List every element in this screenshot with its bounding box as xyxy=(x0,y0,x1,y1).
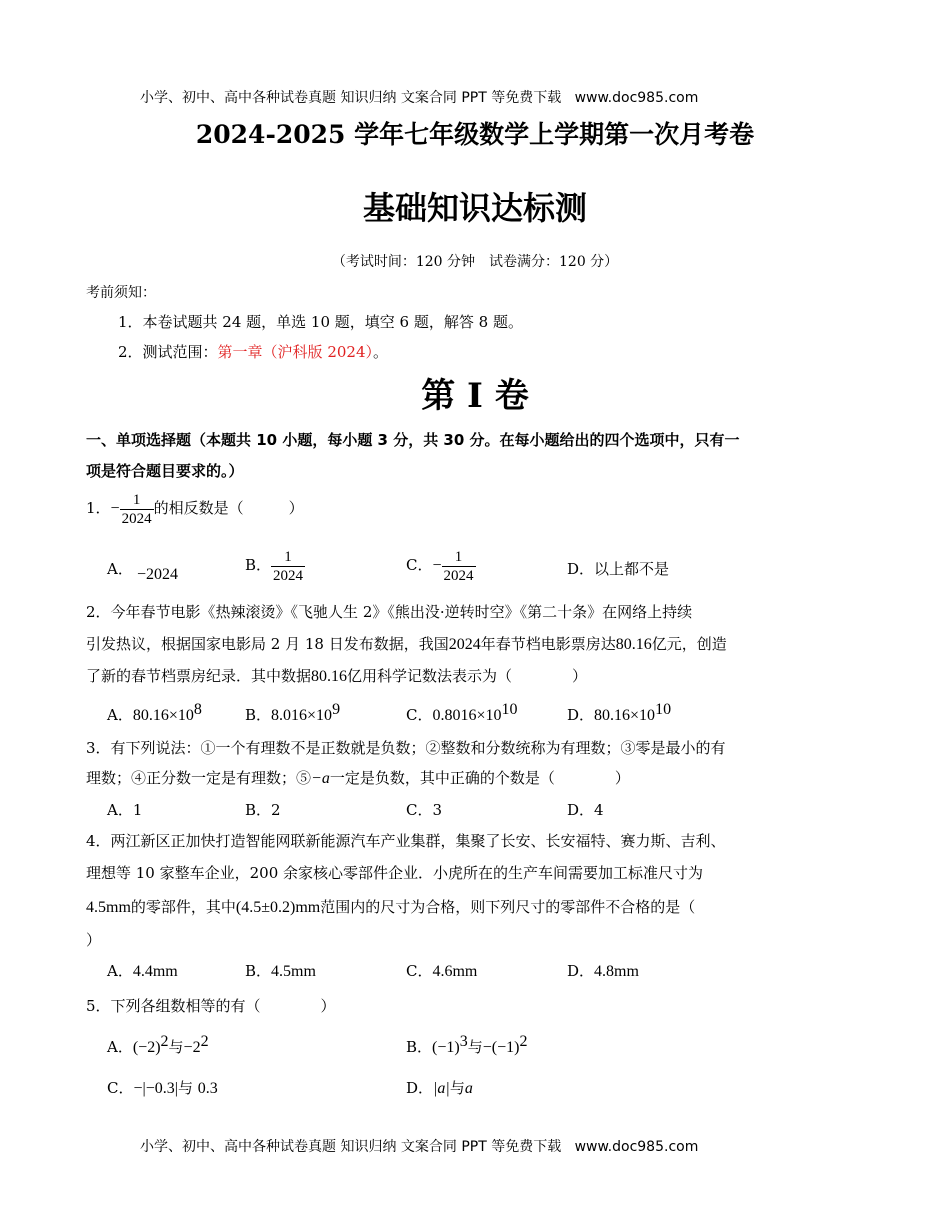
q5-opt-a-m1: (−2) xyxy=(132,1039,161,1056)
q4-option-c[interactable] xyxy=(406,960,477,981)
q5-opt-b-mid: 与 xyxy=(467,1038,483,1056)
q4-line-1: 4．两江新区正加快打造智能网联新能源汽车产业集群，集聚了长安、长安福特、赛力斯、吉利、 xyxy=(86,832,726,850)
q2-box-office: 80.16 xyxy=(615,636,652,653)
q1-opt-b-den: 2024 xyxy=(273,567,304,584)
q2-year: 2024 xyxy=(448,636,481,653)
q2-opt-c-base: 0.8016×10 xyxy=(432,707,502,724)
q5-opt-a-m2: −2 xyxy=(183,1039,201,1056)
question-1 xyxy=(86,488,304,529)
q5-text: 5．下列各组数相等的有（ ） xyxy=(86,997,336,1015)
q2-opt-d-label: D． xyxy=(567,706,595,724)
q5-option-b[interactable] xyxy=(406,1033,527,1057)
q4-opt-d-label: D． xyxy=(567,962,595,980)
q3-line-2 xyxy=(86,767,630,788)
q4-opt-c-value: 4.6mm xyxy=(432,963,478,980)
banner-text: 小学、初中、高中各种试卷真题 知识归纳 文案合同 PPT 等免费下载 xyxy=(140,90,562,106)
notes-item-1: 1．本卷试题共 24 题，单选 10 题，填空 6 题，解答 8 题。 xyxy=(118,313,523,331)
bottom-banner-url[interactable]: www.doc985.com xyxy=(574,1139,699,1155)
q1-number: 1． xyxy=(86,499,111,517)
q2-number: 80.16 xyxy=(311,668,348,685)
q1-opt-b-label: B． xyxy=(245,556,272,574)
q5-opt-b-m2: −(−1) xyxy=(482,1039,520,1056)
q1-opt-c-num: 1 xyxy=(442,548,476,567)
q5-opt-d-label: D． xyxy=(406,1079,434,1097)
q4-option-b[interactable] xyxy=(245,960,316,981)
q3-option-b[interactable]: B．2 xyxy=(245,801,281,819)
q2-line-1: 2．今年春节电影《热辣滚烫》《飞驰人生 2》《熊出没·逆转时空》《第二十条》在网络上持续 xyxy=(86,603,693,621)
q3-option-a[interactable]: A．1 xyxy=(107,801,143,819)
section-1-line-1: 一、单项选择题（本题共 10 小题，每小题 3 分，共 30 分。在每小题给出的四个选项中，只有一 xyxy=(86,431,740,449)
q1-opt-a-label: A． xyxy=(107,560,133,578)
q2-opt-b-exp: 9 xyxy=(332,701,341,718)
q1-fraction xyxy=(120,491,154,528)
q1-frac-num: 1 xyxy=(120,491,154,510)
q4-tolerance: (4.5±0.2)mm xyxy=(235,899,321,916)
q2-opt-a-base: 80.16×10 xyxy=(132,707,194,724)
q1-opt-c-den: 2024 xyxy=(443,567,474,584)
exam-subtitle: 基础知识达标测 xyxy=(362,189,587,227)
q2-line-3b: 亿用科学记数法表示为（ ） xyxy=(347,667,588,685)
q4-line-2: 理想等 10 家整车企业，200 余家核心零部件企业．小虎所在的生产车间需要加工标准尺寸为 xyxy=(86,864,704,882)
q2-option-a[interactable] xyxy=(107,701,202,725)
q5-option-d[interactable] xyxy=(406,1077,473,1098)
q3-line-2a: 理数；④正分数一定是有理数；⑤ xyxy=(86,769,312,787)
q3-line-2b: 一定是负数，其中正确的个数是（ ） xyxy=(329,769,630,787)
q5-opt-a-e1: 2 xyxy=(160,1033,169,1050)
q5-option-a[interactable] xyxy=(107,1033,209,1057)
q1-opt-d-value: 以上都不是 xyxy=(594,560,670,578)
q4-opt-d-value: 4.8mm xyxy=(594,963,639,980)
banner-url[interactable]: www.doc985.com xyxy=(574,90,699,106)
q4-opt-c-label: C． xyxy=(406,962,433,980)
q2-option-c[interactable] xyxy=(406,701,518,725)
q1-option-c[interactable] xyxy=(406,546,476,585)
exam-title: 2024-2025 学年七年级数学上学期第一次月考卷 xyxy=(195,120,755,149)
q2-opt-a-exp: 8 xyxy=(193,701,202,718)
q4-line-3a: 的零部件，其中 xyxy=(130,898,236,916)
q5-opt-b-m1: (−1) xyxy=(432,1039,460,1056)
q5-opt-c-m1: −|−0.3| xyxy=(133,1080,178,1097)
q2-opt-a-label: A． xyxy=(107,706,133,724)
q4-standard-size: 4.5mm xyxy=(86,899,131,916)
q4-opt-a-label: A． xyxy=(107,962,133,980)
exam-info: （考试时间：120 分钟 试卷满分：120 分） xyxy=(331,254,619,270)
q3-line-1: 3．有下列说法：①一个有理数不是正数就是负数；②整数和分数统称为有理数；③零是最小的有 xyxy=(86,739,726,757)
q1-neg: − xyxy=(110,500,120,517)
q2-opt-d-base: 80.16×10 xyxy=(594,707,656,724)
q4-line-3b: 范围内的尺寸为合格，则下列尺寸的零部件不合格的是（ xyxy=(320,898,696,916)
q1-frac-den: 2024 xyxy=(121,510,152,527)
q5-opt-c-m2: 0.3 xyxy=(197,1080,218,1097)
notes-item-2-prefix: 2．测试范围： xyxy=(118,343,218,361)
q2-opt-c-label: C． xyxy=(406,706,433,724)
q1-opt-c-label: C． xyxy=(406,556,433,574)
top-banner xyxy=(140,87,698,107)
q2-option-b[interactable] xyxy=(245,701,340,725)
test-scope: 第一章（沪科版 2024） xyxy=(217,343,373,361)
q5-opt-a-e2: 2 xyxy=(200,1033,209,1050)
notes-heading: 考前须知： xyxy=(86,285,156,301)
q5-option-c[interactable] xyxy=(107,1077,218,1098)
q5-opt-c-label: C． xyxy=(107,1079,134,1097)
q3-neg-a: −a xyxy=(311,770,330,787)
notes-item-2 xyxy=(118,341,388,362)
q3-option-d[interactable]: D．4 xyxy=(567,801,604,819)
volume-title: 第 I 卷 xyxy=(421,376,529,416)
q2-opt-d-exp: 10 xyxy=(655,701,672,718)
q2-option-d[interactable] xyxy=(567,701,671,725)
q3-option-c[interactable]: C．3 xyxy=(406,801,443,819)
q5-opt-a-mid: 与 xyxy=(168,1038,184,1056)
q4-opt-b-value: 4.5mm xyxy=(271,963,316,980)
q4-line-3 xyxy=(86,896,695,917)
bottom-banner-text: 小学、初中、高中各种试卷真题 知识归纳 文案合同 PPT 等免费下载 xyxy=(140,1139,562,1155)
q2-line-2a: 引发热议，根据国家电影局 2 月 18 日发布数据，我国 xyxy=(86,635,449,653)
notes-item-2-suffix: 。 xyxy=(373,343,389,361)
q5-opt-a-label: A． xyxy=(107,1038,133,1056)
q5-opt-d-m1: |a| xyxy=(433,1080,450,1097)
q1-opt-c-fraction xyxy=(442,548,476,585)
q2-opt-b-label: B． xyxy=(245,706,272,724)
q4-opt-b-label: B． xyxy=(245,962,272,980)
q1-option-a[interactable] xyxy=(107,558,133,579)
q2-opt-b-base: 8.016×10 xyxy=(271,707,333,724)
q1-option-b[interactable] xyxy=(245,546,305,585)
q2-line-2c: 亿元，创造 xyxy=(651,635,727,653)
bottom-banner xyxy=(140,1136,698,1156)
q4-option-d[interactable] xyxy=(567,960,639,981)
q5-opt-d-m2: a xyxy=(464,1080,473,1097)
q1-opt-b-fraction xyxy=(271,548,305,585)
q1-option-d[interactable] xyxy=(567,558,669,579)
q5-opt-c-mid: 与 xyxy=(177,1079,193,1097)
q2-line-2 xyxy=(86,633,727,654)
q4-line-4: ） xyxy=(86,931,102,949)
q2-line-3a: 了新的春节档票房纪录．其中数据 xyxy=(86,667,312,685)
q4-option-a[interactable] xyxy=(107,960,178,981)
q1-opt-c-neg: − xyxy=(432,557,442,574)
q1-opt-a-value: −2024 xyxy=(137,566,179,583)
q5-opt-b-e1: 3 xyxy=(459,1033,468,1050)
q5-opt-b-e2: 2 xyxy=(519,1033,528,1050)
q1-text: 的相反数是（ ） xyxy=(153,499,304,517)
q1-opt-d-label: D． xyxy=(567,560,595,578)
q1-opt-b-num: 1 xyxy=(271,548,305,567)
q4-opt-a-value: 4.4mm xyxy=(132,963,178,980)
section-1-line-2: 项是符合题目要求的。） xyxy=(86,462,244,480)
q5-opt-d-mid: 与 xyxy=(449,1079,465,1097)
q2-line-2b: 年春节档电影票房达 xyxy=(480,635,616,653)
q2-opt-c-exp: 10 xyxy=(501,701,518,718)
q5-opt-b-label: B． xyxy=(406,1038,433,1056)
q2-line-3 xyxy=(86,665,587,686)
